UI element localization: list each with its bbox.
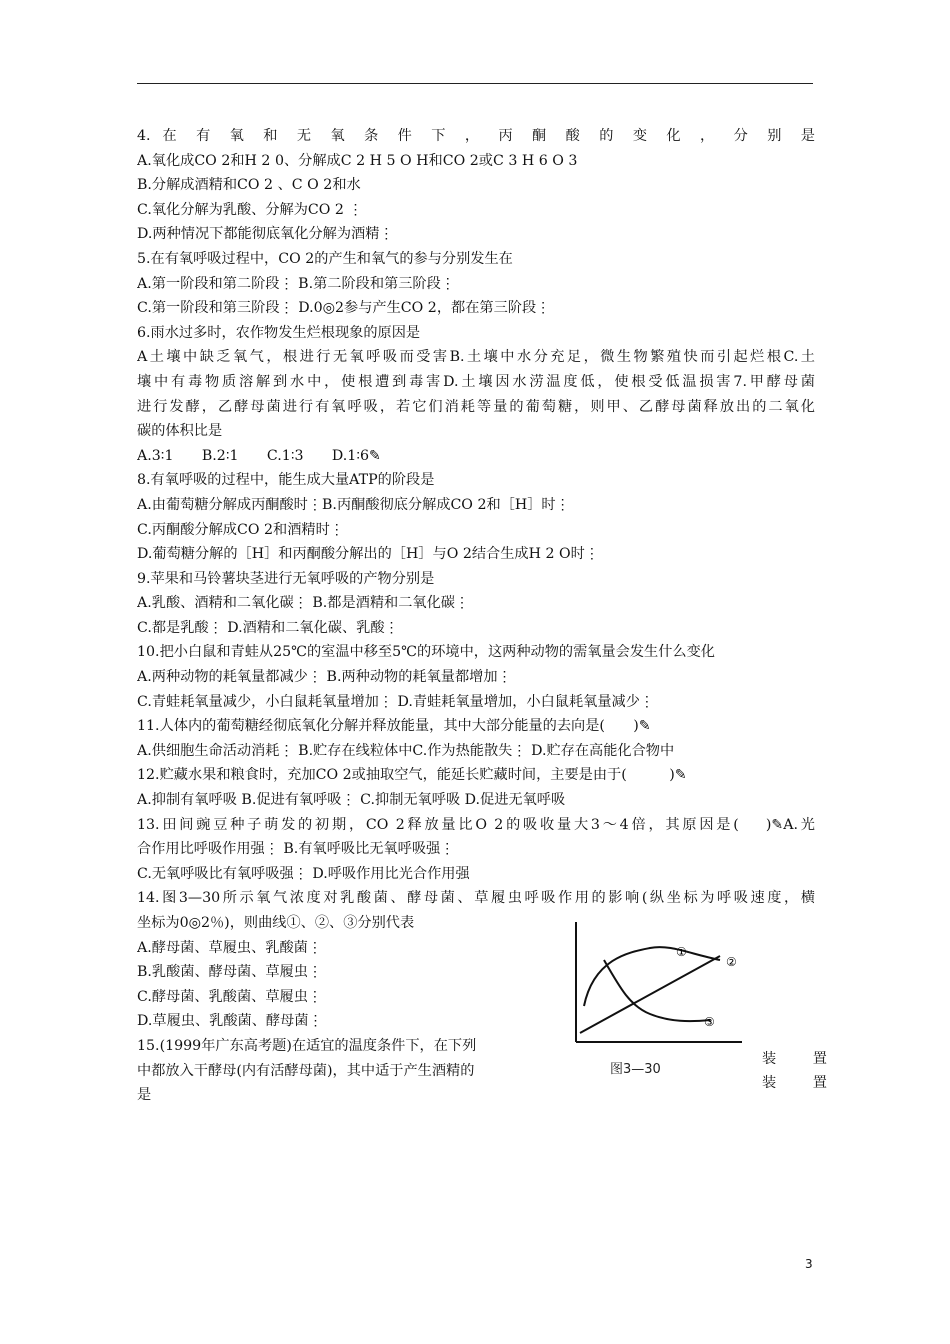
- q4-option-b: B.分解成酒精和CO 2 、C O 2和水: [137, 177, 361, 194]
- q10-options-cd: C.青蛙耗氧量减少，小白鼠耗氧量增加⋮ D.青蛙耗氧量增加，小白鼠耗氧量减少⋮: [137, 693, 655, 710]
- q15-stem-line1: 15.(1999年广东高考题)在适宜的温度条件下，在下列: [137, 1037, 477, 1054]
- q6-stem: 6.雨水过多时，农作物发生烂根现象的原因是: [137, 324, 421, 341]
- q9-options-ab: A.乳酸、酒精和二氧化碳⋮ B.都是酒精和二氧化碳⋮: [137, 595, 470, 612]
- figure-3-30: [570, 918, 750, 1083]
- q4-option-c: C.氧化分解为乳酸、分解为CO 2 ⋮: [137, 201, 363, 218]
- q4-stem: 4. 在 有 氧 和 无 氧 条 件 下 ， 丙 酮 酸 的 变 化 ， 分 别 是: [137, 128, 815, 144]
- figure-caption: 图3—30: [610, 1062, 661, 1077]
- curve-label-3: ③: [704, 1015, 715, 1029]
- q4-option-a: A.氧化成CO 2和H 2 0、分解成C 2 H 5 O H和CO 2或C 3 H 6 O 3: [137, 152, 578, 169]
- q6-options-line2: 壤中有毒物质溶解到水中，使根遭到毒害D.土壤因水涝温度低，使根受低温损害7.甲酵母菌: [137, 373, 815, 390]
- q11-options: A.供细胞生命活动消耗⋮ B.贮存在线粒体中C.作为热能散失⋮ D.贮存在高能化合物中: [137, 742, 675, 759]
- q14-option-b: B.乳酸菌、酵母菌、草履虫⋮: [137, 964, 323, 981]
- q11-stem: 11.人体内的葡萄糖经彻底氧化分解并释放能量，其中大部分能量的去向是( )✎: [137, 718, 651, 735]
- respiration-curve-graph: [570, 918, 750, 1058]
- q10-options-ab: A.两种动物的耗氧量都减少⋮ B.两种动物的耗氧量都增加⋮: [137, 669, 512, 686]
- q13-options-ab: 合作用比呼吸作用强⋮ B.有氧呼吸比无氧呼吸强⋮: [137, 841, 455, 858]
- q7-stem-line2: 碳的体积比是: [137, 423, 223, 440]
- q5-stem: 5.在有氧呼吸过程中，CO 2的产生和氧气的参与分别发生在: [137, 250, 513, 267]
- q4-option-d: D.两种情况下都能彻底氧化分解为酒精⋮: [137, 226, 394, 243]
- q14-option-d: D.草履虫、乳酸菌、酵母菌⋮: [137, 1013, 323, 1030]
- q9-stem: 9.苹果和马铃薯块茎进行无氧呼吸的产物分别是: [137, 570, 435, 587]
- q8-options-ab: A.由葡萄糖分解成丙酮酸时⋮B.丙酮酸彻底分解成CO 2和［H］时⋮: [137, 496, 570, 513]
- curve-label-2: ②: [726, 955, 737, 969]
- q7-stem-line1: 进行发酵，乙酵母菌进行有氧呼吸，若它们消耗等量的葡萄糖，则甲、乙酵母菌释放出的二氧化: [137, 398, 815, 415]
- q15-stem-line3: 是: [137, 1087, 152, 1104]
- q6-options-line1: A土壤中缺乏氧气，根进行无氧呼吸而受害B.土壤中水分充足，微生物繁殖快而引起烂根C.土: [137, 349, 815, 366]
- q5-options-ab: A.第一阶段和第二阶段⋮ B.第二阶段和第三阶段⋮: [137, 275, 455, 292]
- q8-stem: 8.有氧呼吸的过程中，能生成大量ATP的阶段是: [137, 472, 435, 489]
- right-word-1: 装 置: [762, 1051, 843, 1067]
- q14-option-c: C.酵母菌、乳酸菌、草履虫⋮: [137, 988, 323, 1005]
- curve-label-1: ①: [676, 945, 687, 959]
- q8-option-d: D.葡萄糖分解的［H］和丙酮酸分解出的［H］与O 2结合生成H 2 O时⋮: [137, 546, 600, 563]
- q7-options: A.3∶1 B.2∶1 C.1∶3 D.1∶6✎: [137, 447, 381, 464]
- header-rule: [137, 83, 813, 84]
- curve-line-1: [584, 947, 720, 1006]
- q13-stem: 13.田间豌豆种子萌发的初期，CO 2释放量比O 2的吸收量大3～4倍，其原因是( )✎A.光: [137, 816, 815, 833]
- q5-options-cd: C.第一阶段和第三阶段⋮ D.0◎2参与产生CO 2，都在第三阶段⋮: [137, 300, 551, 317]
- q13-options-cd: C.无氧呼吸比有氧呼吸强⋮ D.呼吸作用比光合作用强: [137, 865, 470, 882]
- q12-options: A.抑制有氧呼吸 B.促进有氧呼吸⋮ C.抑制无氧呼吸 D.促进无氧呼吸: [137, 792, 566, 809]
- q9-options-cd: C.都是乳酸⋮ D.酒精和二氧化碳、乳酸⋮: [137, 619, 399, 636]
- q10-stem: 10.把小白鼠和青蛙从25℃的室温中移至5℃的环境中，这两种动物的需氧量会发生什么变化: [137, 644, 715, 661]
- q15-stem-line2: 中都放入干酵母(内有活酵母菌)，其中适于产生酒精的: [137, 1062, 475, 1079]
- q12-stem: 12.贮藏水果和粮食时，充加CO 2或抽取空气，能延长贮藏时间，主要是由于( )✎: [137, 767, 687, 784]
- q8-option-c: C.丙酮酸分解成CO 2和酒精时⋮: [137, 521, 344, 538]
- q14-option-a: A.酵母菌、草履虫、乳酸菌⋮: [137, 939, 323, 956]
- right-word-2: 装 置: [762, 1075, 843, 1091]
- q14-stem-line2: 坐标为0◎2％)，则曲线①、②、③分别代表: [137, 915, 415, 931]
- q14-stem-line1: 14.图3—30所示氧气浓度对乳酸菌、酵母菌、草履虫呼吸作用的影响(纵坐标为呼吸速度，横: [137, 890, 815, 907]
- page-number: 3: [805, 1257, 813, 1271]
